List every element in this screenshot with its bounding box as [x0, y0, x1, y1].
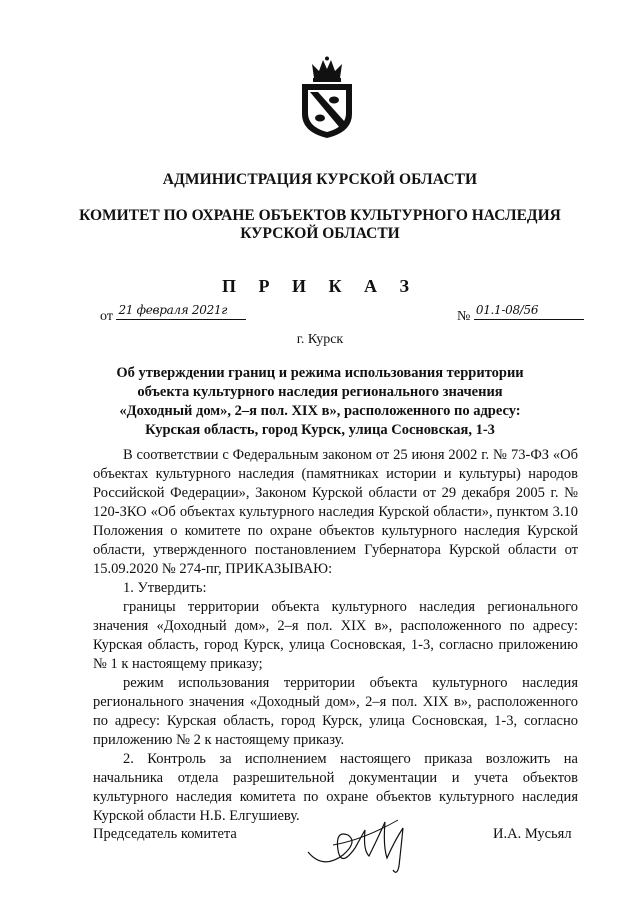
paragraph-control: 2. Контроль за исполнением настоящего приказа возложить на начальника отдела разрешительной документации и учета объектов культурного наследия комитета по охране объектов культурного наследия Курской области Н.Б. Елгушиеву. — [93, 751, 578, 824]
number-line — [474, 305, 584, 320]
signer-name: И.А. Мусьял — [493, 826, 572, 842]
city: г. Курск — [296, 332, 344, 347]
signer-position: Председатель комитета — [93, 826, 237, 842]
date-prefix: от — [100, 309, 113, 324]
paragraph-item-1: 1. Утвердить: — [123, 580, 207, 596]
organization-name: АДМИНИСТРАЦИЯ КУРСКОЙ ОБЛАСТИ — [162, 171, 478, 188]
committee-name-line1: КОМИТЕТ ПО ОХРАНЕ ОБЪЕКТОВ КУЛЬТУРНОГО НАСЛЕДИЯ — [79, 207, 561, 224]
paragraph-regime: режим использования территории объекта культурного наследия регионального значения «Доходный дом», 2–я пол. XIX в», расположенного по адресу: Курская область, город Курск, улица Сосновская, 1-3, согласно приложению № 2 к настоящему приказу. — [93, 675, 578, 748]
committee-name — [0, 207, 640, 243]
date-field — [100, 305, 246, 325]
document-title — [0, 364, 640, 440]
date-handwritten: 21 февраля 2021г — [118, 303, 228, 317]
date-line — [116, 305, 246, 320]
handwritten-signature — [303, 800, 423, 880]
title-line: Курская область, город Курск, улица Сосновская, 1-3 — [145, 422, 495, 438]
document-type: П Р И К А З — [221, 276, 419, 296]
number-handwritten: 01.1-08/56 — [475, 303, 539, 317]
title-line: объекта культурного наследия регионального значения — [137, 384, 503, 400]
title-line: Об утверждении границ и режима использования территории — [116, 365, 524, 381]
document-body — [93, 446, 578, 826]
coat-of-arms-icon — [296, 56, 358, 140]
number-prefix: № — [457, 309, 471, 324]
title-line: «Доходный дом», 2–я пол. XIX в», расположенного по адресу: — [119, 403, 521, 419]
number-field — [457, 305, 584, 325]
committee-name-line2: КУРСКОЙ ОБЛАСТИ — [240, 225, 400, 242]
paragraph-basis: В соответствии с Федеральным законом от 25 июня 2002 г. № 73-ФЗ «Об объектах культурного наследия (памятниках истории и культуры) народов Российской Федерации», Законом Курской области от 29 декабря 2005 г. № 120-ЗКО «Об объектах культурного наследия Курской области», пунктом 3.10 Положения о комитете по охране объектов культурного наследия Курской области, утвержденного постановлением Губернатора Курской области от 15.09.2020 № 274-пг, ПРИКАЗЫВАЮ: — [93, 447, 578, 577]
paragraph-boundaries: границы территории объекта культурного наследия регионального значения «Доходный дом», 2–я пол. XIX в», расположенного по адресу: Курская область, город Курск, улица Сосновская, 1-3, согласно приложению № 1 к настоящему приказу; — [93, 599, 578, 672]
